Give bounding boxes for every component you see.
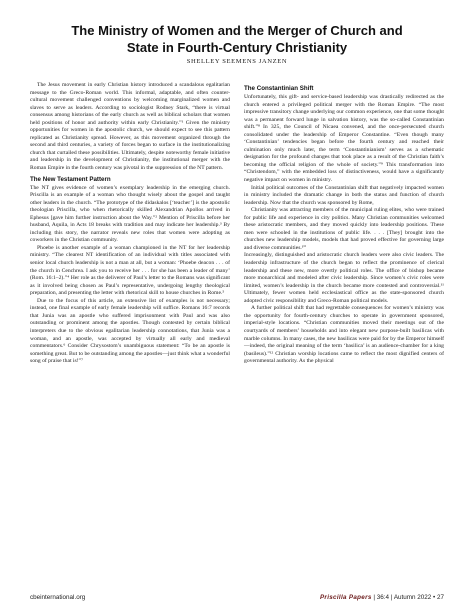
- footer-journal-name: Priscilla Papers: [319, 594, 372, 601]
- right-column: [244, 82, 444, 366]
- nt-paragraph-3: Due to the focus of this article, an extensive list of examples is not necessary; instead, one final example of early female leadership will suffice. Romans 16:7 records that Junia was an apostle who suffered imprisonment with Paul and was also outstanding or prominent among the apostles. Though contested by certain biblical interpreters due to the obvious egalitarian leadership connotations, that Junia was a woman, and an apostle, was accepted by virtually all early and medieval commentators.⁶ Consider Chrysostom’s unambiguous statement: “To be an apostle is something great. But to be outstanding among the apostles—just think what a wonderful song of praise that is!”⁷: [30, 297, 230, 365]
- article-body: [30, 82, 444, 607]
- shift-paragraph-2: Initial political outcomes of the Constantinian shift that negatively impacted women in ministry included the dramatic change in both the status and function of church leadership. Now that the church was sponsored by Rome,: [244, 184, 444, 206]
- article-author: SHELLEY SEEMENS JANZEN: [186, 58, 288, 65]
- article-title: [30, 22, 444, 56]
- footer-issue-info: [320, 594, 444, 601]
- left-column: [30, 82, 230, 366]
- title-line-1: The Ministry of Women and the Merger of Church and: [71, 23, 403, 38]
- title-line-2: State in Fourth-Century Christianity: [126, 40, 348, 55]
- nt-paragraph-2: Phoebe is another example of a woman championed in the NT for her leadership ministry. “The clearest NT identification of an individual with titles associated with senior local church leadership is not a man at all, but a woman: ‘Phoebe deacon . . . of the church in Cenchrea. I ask you to receive her . . . for she has been a leader of many’ (Rom. 16:1–2).”⁴ Her role as the deliverer of Paul’s letter to the Romans was significant as it involved being chosen as Paul’s representative, undergoing lengthy theological preparation, and presenting the letter with rhetorical skill to house churches in Rome.⁵: [30, 244, 230, 297]
- footer-website-link[interactable]: cbeinternational.org: [30, 594, 86, 601]
- block-quote: Christianity was attracting members of the municipal ruling elites, who were trained for public life and experience in city politics. Many Christian communities welcomed these aristocratic members, and they moved quickly into leadership positions. These men were schooled in the institutions of public life. . . . [They] brought into the churches new leadership models, models that had proved effective for governing large and diverse communities.¹⁰: [244, 207, 444, 251]
- section-heading-new-testament: The New Testament Pattern: [30, 175, 111, 183]
- shift-paragraph-3: Increasingly, distinguished and aristocratic church leaders were also civic leaders. The leadership infrastructure of the church began to reflect the prominence of clerical leadership and these new, more overtly political roles. The office of bishop became more monarchical and modeled after civic leadership. Since women’s civic roles were limited, women’s leadership in the church became more contested and controversial.¹¹ Ultimately, fewer women held ecclesiastical office as the state-sponsored church adopted civic responsibility and Greco-Roman political models.: [244, 252, 444, 304]
- shift-paragraph-1: Unfortunately, this gift- and service-based leadership was drastically redirected as the church entered a privileged political merger with the Roman Empire. “The most impressive transitory change underlying our common experience, one that some thought was a permanent forward lunge in salvation history, was the so-called Constantinian shift.”⁸ In 325, the Council of Nicaea convened, and the once-persecuted church consolidated under the leadership of Emperor Constantine. “Even though many ‘Constantinian’ tendencies began before the fourth century and reached their culmination only much later, the term ‘Constantinianism’ serves as a schematic designation for the profound changes that took place as a result of the Christian faith’s becoming the official religion of the whole of society.”⁹ This transformation into “Christendom,” with the embedded loss of distinctiveness, would have a significantly negative impact on women in ministry.: [244, 94, 444, 184]
- intro-paragraph: The Jesus movement in early Christian history introduced a scandalous egalitarian message to the Greco-Roman world. This informal, adaptable, and often counter-cultural movement challenged conventions by welcoming marginalized women and slaves to serve as leaders. According to sociologist Rodney Stark, “there is virtual consensus among historians of the early church as well as biblical scholars that women held positions of honor and authority within early Christianity.”¹ Given the ministry opportunities for women in the apostolic church, we should expect to see this pattern replicated as Christianity spread. However, as this movement organized through the second and third centuries, a variety of forces began to surface in the institutionalizing church that curtailed these possibilities. Ultimately, despite noteworthy female initiative and leadership in the development of Christianity, the institutional merger with the Roman Empire in the fourth century was pivotal in the suppression of the NT pattern.: [30, 82, 230, 172]
- section-heading-constantinian-shift: The Constantinian Shift: [244, 85, 314, 92]
- nt-paragraph-1: The NT gives evidence of women’s exemplary leadership in the emerging church. Priscilla is an example of a woman who thought wisely about the gospel and taught other leaders in the church. “The prototype of the didaskalos [‘teacher’] is the apostolic theologian Priscilla, who when rhetorically skilled Alexandrian Apollos arrived in Ephesus [gave him further instruction about the Way.”² Mention of Priscilla before her husband, Aquila, in Acts 18 breaks with tradition and may indicate her leadership.³ By including this story, the narrator reveals new roles that women were adopting as coworkers in the Christian community.: [30, 184, 230, 244]
- page-footer: [30, 594, 444, 604]
- article-page: [30, 22, 444, 365]
- shift-paragraph-4: A further political shift that had regrettable consequences for women’s ministry was the opportunity for fourth-century churches to operate in government sponsored, imperial-style locations. “Christian communities moved their meetings out of the courtyards of members’ households and into elegant new purpose-built basilicas with marble columns. In many cases, the new basilicas were paid for by the Emperor himself—indeed, the original meaning of the term ‘basilica’ is an audience-chamber for a king (basileus).”¹² Christian worship locations came to reflect the most dignified centers of governmental authority. As the physical: [244, 305, 444, 365]
- footer-issue-page: | 36:4 | Autumn 2022 • 27: [371, 594, 444, 601]
